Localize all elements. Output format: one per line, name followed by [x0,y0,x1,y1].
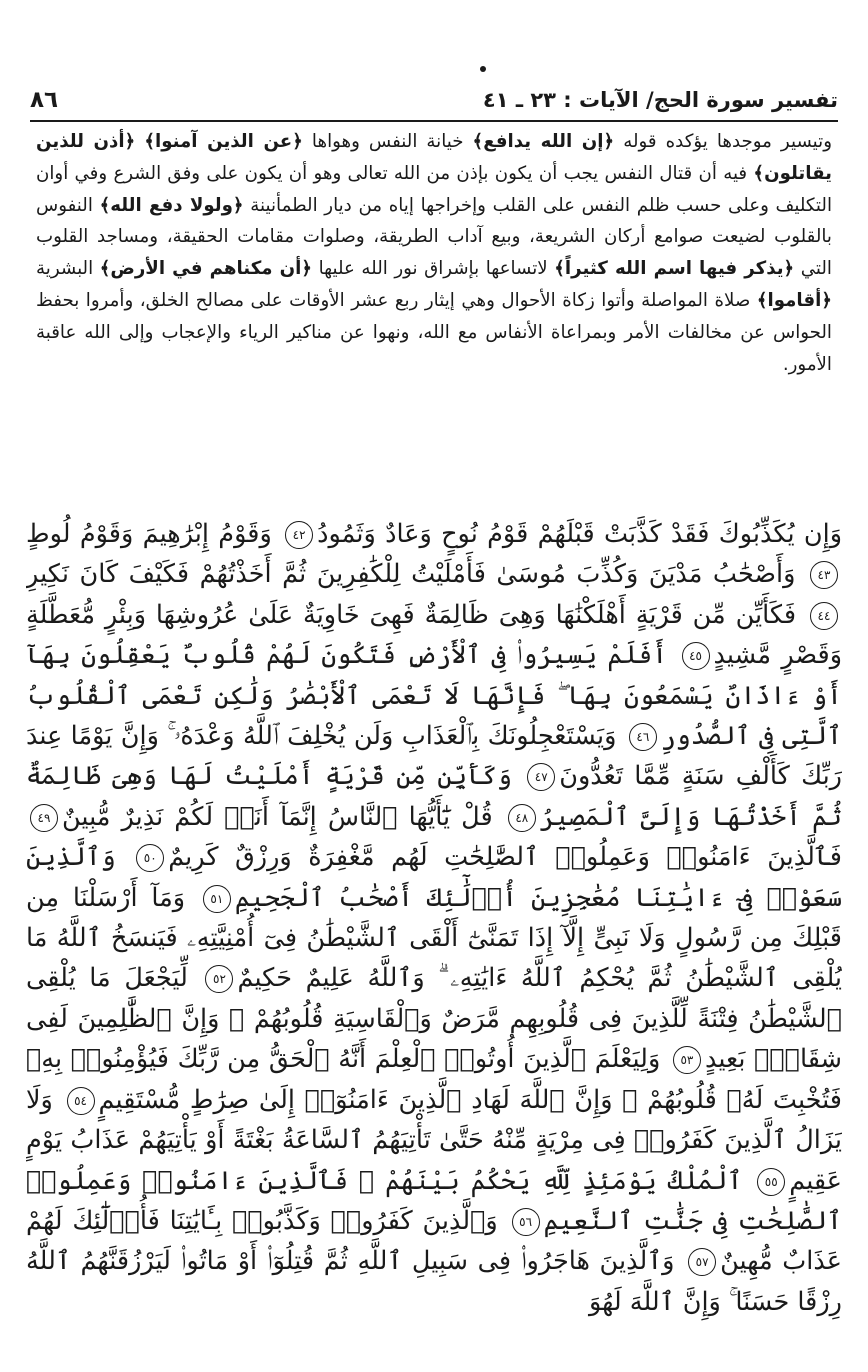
running-title: تفسير سورة الحج/ الآيات : ٢٣ ـ ٤١ [482,88,838,112]
verse-text: وَأَصْحَٰبُ مَدْيَنَ وَكُذِّبَ مُوسَىٰ فَأَمْلَيْتُ لِلْكَٰفِرِينَ ثُمَّ أَخَذْتُهُمْ فَكَيْفَ كَانَ نَكِيرِ [26,559,796,590]
verse-text: فَٱلَّذِينَ ءَامَنُوا۟ وَعَمِلُوا۟ ٱلصَّٰلِحَٰتِ لَهُم مَّغْفِرَةٌ وَرِزْقٌ كَرِيمٌ [168,842,842,873]
commentary-text [135,131,144,152]
quoted-verse-bold: ﴿يذكر فيها اسم الله كثيراً﴾ [554,258,795,280]
verse-text: وَإِن يُكَذِّبُوكَ فَقَدْ كَذَّبَتْ قَبْلَهُمْ قَوْمُ نُوحٍ وَعَادٌ وَثَمُودُ [317,519,842,549]
quoted-verse-bold: ﴿أقاموا﴾ [756,289,832,311]
verse-number-marker: ٤٢ [285,521,313,549]
verse-text: فَكَأَيِّن مِّن قَرْيَةٍ أَهْلَكْنَٰهَا وَهِىَ ظَالِمَةٌ فَهِىَ خَاوِيَةٌ عَلَىٰ عُرُوشِهَا وَبِئْرٍ مُّعَطَّلَةٍ وَقَصْرٍ مَّشِيدٍ [26,599,842,671]
verse-text: أَفَلَمْ يَسِيرُوا۟ فِى ٱلْأَرْضِ فَتَكُونَ لَهُمْ قُلُوبٌ يَعْقِلُونَ بِهَآ أَوْ ءَاذَانٌ يَسْمَعُونَ بِهَا ۖ فَإِنَّهَا لَا تَعْمَى ٱلْأَبْصَٰرُ وَلَٰكِن تَعْمَى ٱلْقُلُوبُ ٱلَّتِى فِى ٱلصُّدُورِ [26,640,842,752]
verse-number-marker: ٥٥ [757,1168,785,1196]
verse-text: قُلْ يَٰٓأَيُّهَا ٱلنَّاسُ إِنَّمَآ أَنَا۠ لَكُمْ نَذِيرٌ مُّبِينٌ [62,801,493,832]
verse-number-marker: ٤٦ [629,723,657,751]
verse-text: وَلِيَعْلَمَ ٱلَّذِينَ أُوتُوا۟ ٱلْعِلْمَ أَنَّهُ ٱلْحَقُّ مِن رَّبِّكَ فَيُؤْمِنُوا۟ بِهِۦ فَتُخْبِتَ لَهُۥ قُلُوبُهُمْ ۗ وَإِنَّ ٱللَّهَ لَهَادِ ٱلَّذِينَ ءَامَنُوٓا۟ إِلَىٰ صِرَٰطٍ مُّسْتَقِيمٍ [26,1044,842,1115]
quoted-verse-bold: ﴿إن الله يدافع﴾ [472,131,615,152]
header-rule [30,120,838,122]
verse-number-marker: ٥٧ [688,1248,716,1276]
verse-text: وَيَسْتَعْجِلُونَكَ بِٱلْعَذَابِ وَلَن يُخْلِفَ ٱللَّهُ وَعْدَهُۥ ۚ وَإِنَّ يَوْمًا عِندَ رَبِّكَ كَأَلْفِ سَنَةٍ مِّمَّا تَعُدُّونَ [26,721,842,792]
commentary-text: خيانة النفس وهواها [302,131,473,152]
verse-text: وَقَوْمُ إِبْرَٰهِيمَ وَقَوْمُ لُوطٍ [26,519,272,549]
verse-number-marker: ٥٢ [205,965,233,993]
verse-number-marker: ٥٦ [512,1208,540,1236]
commentary-text: فيه أن قتال النفس يجب أن يكون بإذن من الله تعالى وهو أن يكون على وفق الشرع وفي أوان التكليف وعلى حسب ظلم النفس على القلب وإخراجها إياه من ديار الطمأنينة [36,162,832,216]
verse-number-marker: ٤٩ [30,804,58,832]
verse-text: وَٱلَّذِينَ هَاجَرُوا۟ فِى سَبِيلِ ٱللَّهِ ثُمَّ قُتِلُوٓا۟ أَوْ مَاتُوا۟ لَيَرْزُقَنَّهُمُ ٱللَّهُ رِزْقًا حَسَنًا ۚ وَإِنَّ ٱللَّهَ لَهُوَ [26,1246,842,1317]
quran-text-block [26,514,842,1324]
quoted-verse-bold: ﴿عن الذين آمنوا﴾ [144,131,303,152]
quoted-verse-bold: ﴿أذن للذين يقاتلون﴾ [36,131,832,184]
verse-number-marker: ٤٣ [810,561,838,589]
quoted-verse-bold: ﴿أن مكناهم في الأرض﴾ [99,258,313,280]
page-number: ٨٦ [30,87,59,113]
verse-text: وَمَآ أَرْسَلْنَا مِن قَبْلِكَ مِن رَّسُولٍ وَلَا نَبِىٍّ إِلَّآ إِذَا تَمَنَّىٰٓ أَلْقَى ٱلشَّيْطَٰنُ فِىٓ أُمْنِيَّتِهِۦ فَيَنسَخُ ٱللَّهُ مَا يُلْقِى ٱلشَّيْطَٰنُ ثُمَّ يُحْكِمُ ٱللَّهُ ءَايَٰتِهِۦ ۗ وَٱللَّهُ عَلِيمٌ حَكِيمٌ [26,882,842,994]
verse-number-marker: ٤٧ [527,763,555,791]
verse-text: وَٱلَّذِينَ سَعَوْا۟ فِىٓ ءَايَٰتِنَا مُعَٰجِزِينَ أُو۟لَٰٓئِكَ أَصْحَٰبُ ٱلْجَحِيمِ [26,842,842,913]
verse-text: وَٱلَّذِينَ كَفَرُوا۟ وَكَذَّبُوا۟ بِـَٔايَٰتِنَا فَأُو۟لَٰٓئِكَ لَهُمْ عَذَابٌ مُّهِينٌ [26,1205,842,1277]
verse-text: لِّيَجْعَلَ مَا يُلْقِى ٱلشَّيْطَٰنُ فِتْنَةً لِّلَّذِينَ فِى قُلُوبِهِم مَّرَضٌ وَٱلْقَاسِيَةِ قُلُوبُهُمْ ۗ وَإِنَّ ٱلظَّٰلِمِينَ لَفِى شِقَاقٍۭ بَعِيدٍ [26,963,842,1075]
quoted-verse-bold: ﴿ولولا دفع الله﴾ [99,194,244,216]
verse-text: وَكَأَيِّن مِّن قَرْيَةٍ أَمْلَيْتُ لَهَا وَهِىَ ظَالِمَةٌ ثُمَّ أَخَذْتُهَا وَإِلَىَّ ٱلْمَصِيرُ [26,761,842,832]
commentary-text: البشرية [36,258,100,280]
tafsir-paragraph [36,126,832,416]
commentary-text: وتيسير موجدها يؤكده قوله [614,131,832,152]
verse-text: وَلَا يَزَالُ ٱلَّذِينَ كَفَرُوا۟ فِى مِرْيَةٍ مِّنْهُ حَتَّىٰ تَأْتِيَهُمُ ٱلسَّاعَةُ بَغْتَةً أَوْ يَأْتِيَهُمْ عَذَابُ يَوْمٍ عَقِيمٍ [26,1084,842,1196]
commentary-text: صلاة المواصلة وأتوا زكاة الأحوال وهي إيثار ربع عشر الأوقات على مصالح الخلق، وأمروا بحفظ الحواس عن مخالفات الأمر وبمراعاة الأنفاس مع الله، ونهوا عن مناكير الرياء والإعجاب وإلى الله عاقبة الأمور. [36,289,832,375]
verse-number-marker: ٤٨ [508,804,536,832]
verse-number-marker: ٤٥ [682,642,710,670]
verse-number-marker: ٥١ [203,885,231,913]
commentary-text: النفوس بالقلوب لضيعت صوامع أركان الشريعة، وبيع آداب الطريقة، وصلوات مقامات الحقيقة، ومساجد القلوب التي [36,194,832,280]
verse-number-marker: ٥٣ [673,1046,701,1074]
verse-number-marker: ٥٠ [136,844,164,872]
verse-number-marker: ٥٤ [67,1087,95,1115]
verse-text: ٱلْمُلْكُ يَوْمَئِذٍ لِّلَّهِ يَحْكُمُ بَيْنَهُمْ ۚ فَٱلَّذِينَ ءَامَنُوا۟ وَعَمِلُوا۟ ٱلصَّٰلِحَٰتِ فِى جَنَّٰتِ ٱلنَّعِيمِ [26,1165,842,1236]
page-header [30,78,838,122]
commentary-text: لاتساعها بإشراق نور الله عليها [312,258,555,280]
page-top-dot [480,66,486,72]
verse-number-marker: ٤٤ [810,602,838,630]
